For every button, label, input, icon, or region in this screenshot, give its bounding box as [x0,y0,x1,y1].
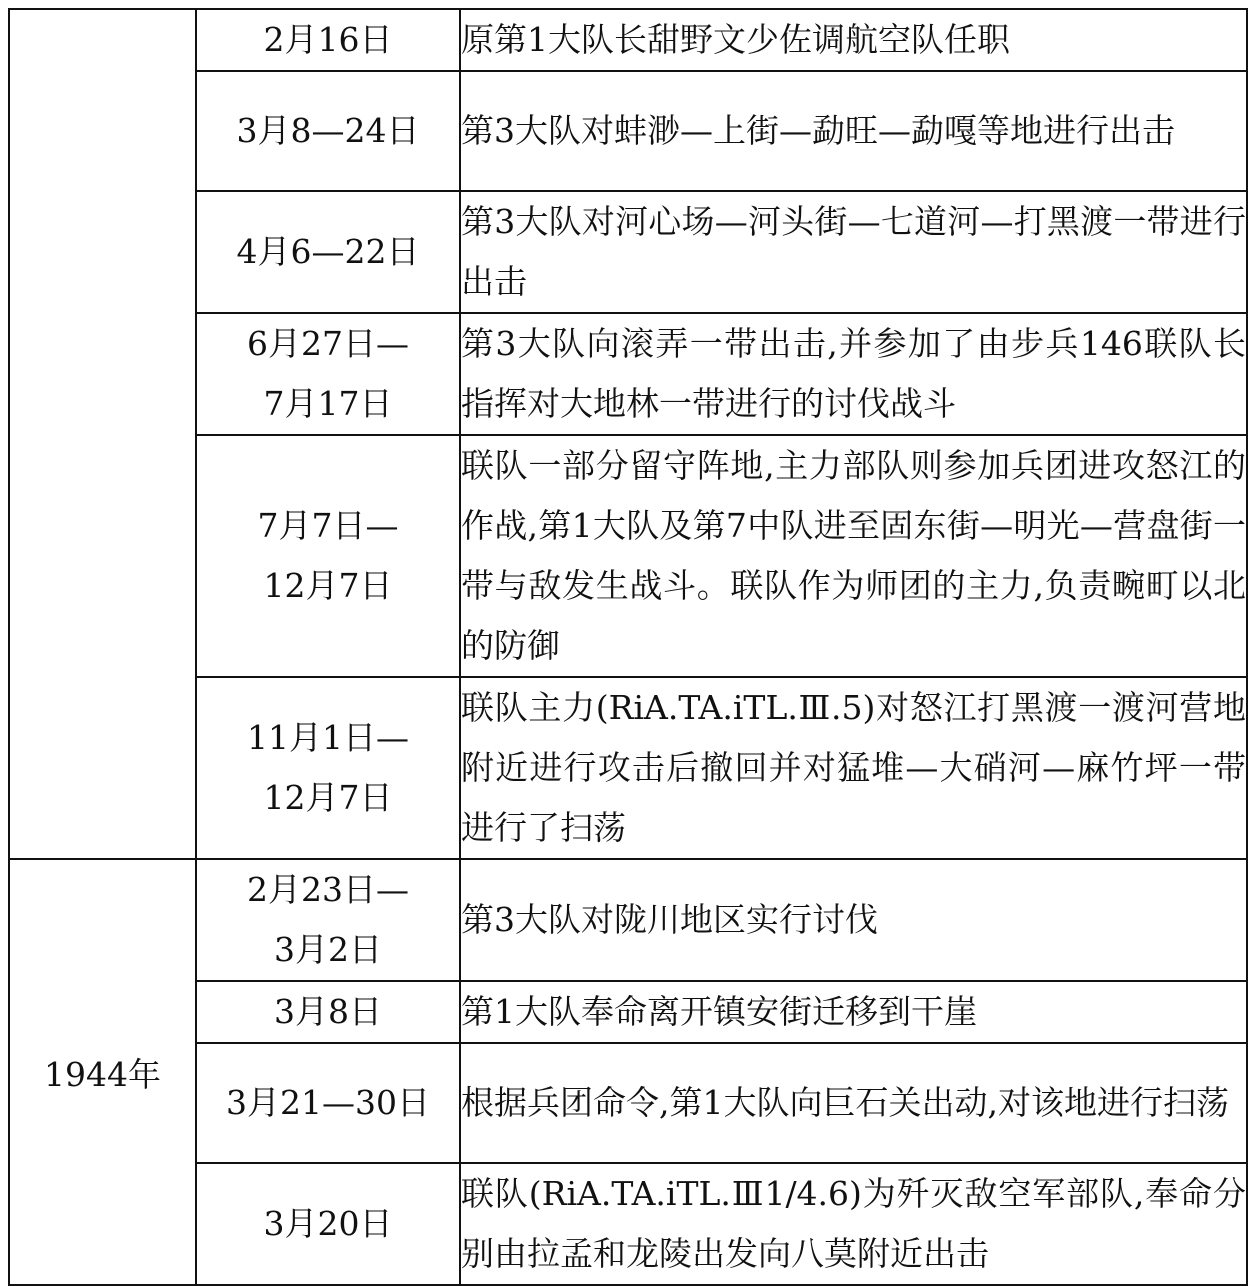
event-text: 第3大队对陇川地区实行讨伐 [461,900,878,939]
date-text: 12月7日 [263,778,393,817]
year-text: 1944年 [44,1054,161,1094]
year-cell [9,859,196,1285]
date-text: 3月20日 [263,1204,393,1243]
date-text: 12月7日 [263,566,393,605]
event-text: 原第1大队长甜野文少佐调航空队任职 [461,20,1010,59]
table-row [9,859,1247,981]
date-text: 2月23日— [247,870,409,909]
date-cell [196,677,460,859]
year-cell [9,9,196,859]
event-text: 第1大队奉命离开镇安街迁移到干崖 [461,992,977,1031]
event-cell [460,313,1247,435]
event-text: 联队主力(RiA.TA.iTL.Ⅲ.5)对怒江打黑渡一渡河营地附近进行攻击后撤回并对猛堆—大硝河—麻竹坪一带进行了扫荡 [461,688,1246,847]
date-cell [196,1043,460,1163]
event-cell [460,435,1247,677]
event-text: 第3大队向滚弄一带出击,并参加了由步兵146联队长指挥对大地林一带进行的讨伐战斗 [461,324,1246,423]
event-text: 第3大队对河心场—河头街—七道河—打黑渡一带进行出击 [461,202,1246,301]
date-cell [196,981,460,1043]
event-cell [460,859,1247,981]
event-text: 联队一部分留守阵地,主力部队则参加兵团进攻怒江的作战,第1大队及第7中队进至固东街—明光—营盘街一带与敌发生战斗。联队作为师团的主力,负责畹町以北的防御 [461,446,1246,665]
event-text: 第3大队对蚌渺—上街—勐旺—勐嘎等地进行出击 [461,111,1175,150]
date-text: 4月6—22日 [236,232,420,271]
date-cell [196,9,460,71]
event-cell [460,1043,1247,1163]
event-text: 根据兵团命令,第1大队向巨石关出动,对该地进行扫荡 [461,1083,1229,1122]
date-text: 7月7日— [257,506,399,545]
event-cell [460,677,1247,859]
date-cell [196,313,460,435]
date-text: 3月2日 [274,930,382,969]
event-cell [460,71,1247,191]
date-cell [196,859,460,981]
date-text: 2月16日 [263,20,393,59]
event-cell [460,981,1247,1043]
table-row [9,9,1247,71]
date-cell [196,435,460,677]
date-text: 6月27日— [247,324,409,363]
event-text: 联队(RiA.TA.iTL.Ⅲ1/4.6)为歼灭敌空军部队,奉命分别由拉孟和龙陵出发向八莫附近出击 [461,1174,1246,1273]
date-text: 11月1日— [247,718,409,757]
date-text: 7月17日 [263,384,393,423]
event-cell [460,191,1247,313]
chronicle-table [8,8,1248,1286]
date-cell [196,1163,460,1285]
event-cell [460,9,1247,71]
date-cell [196,191,460,313]
date-text: 3月21—30日 [226,1083,430,1122]
date-text: 3月8日 [274,992,382,1031]
date-cell [196,71,460,191]
event-cell [460,1163,1247,1285]
date-text: 3月8—24日 [236,111,420,150]
